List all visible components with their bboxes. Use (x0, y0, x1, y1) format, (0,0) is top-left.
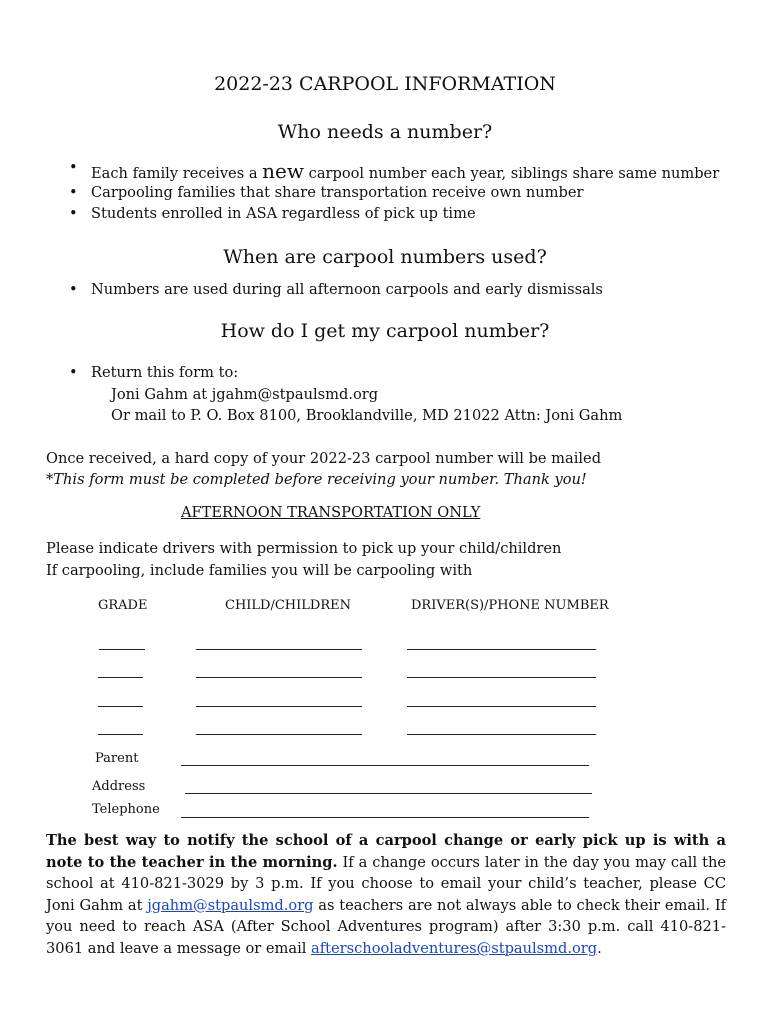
driver-blank-2[interactable] (407, 677, 596, 678)
indicate-drivers: Please indicate drivers with permission to pick up your child/children (46, 540, 562, 557)
notice-text: . (597, 939, 602, 957)
notice-text: If a change occurs later in the day you may call the school at 410-821-3029 by 3 p.m. If you choose to email your child’s teacher, please CC Joni Gahm at (46, 853, 726, 914)
child-blank-1[interactable] (196, 649, 362, 650)
column-header-child: CHILD/CHILDREN (225, 598, 351, 613)
child-blank-3[interactable] (196, 706, 362, 707)
page-title: 2022-23 CARPOOL INFORMATION (214, 73, 556, 95)
bullet-text: carpool number each year, siblings share same number (304, 165, 720, 182)
bullet-new-number (91, 159, 719, 183)
email-link-asa[interactable]: afterschooladventures@stpaulsmd.org (311, 939, 598, 957)
indicate-carpooling: If carpooling, include families you will be carpooling with (46, 562, 473, 579)
parent-label: Parent (95, 751, 139, 766)
notice-bold-text: The best way to notify the school of a carpool change or early pick up is with a note to the teacher in the morning. (46, 832, 726, 871)
column-header-driver: DRIVER(S)/PHONE NUMBER (411, 598, 609, 613)
section-heading-how: How do I get my carpool number? (220, 320, 550, 342)
parent-field[interactable] (181, 765, 589, 766)
address-label: Address (92, 779, 146, 794)
return-mail-line: Or mail to P. O. Box 8100, Brooklandville, MD 21022 Attn: Joni Gahm (111, 407, 623, 424)
bullet-asa-students: • Students enrolled in ASA regardless of pick up time (91, 205, 476, 222)
column-header-grade: GRADE (98, 598, 148, 613)
bullet-return-form: • Return this form to: (91, 364, 238, 381)
section-heading-when: When are carpool numbers used? (223, 246, 547, 268)
driver-blank-1[interactable] (407, 649, 596, 650)
notice-text: as teachers are not always able to check their email. If you need to reach ASA (After School Adventures program) after 3:30 p.m. call 410-821-3061 and leave a message or email (46, 896, 726, 957)
emphasis-new: new (262, 159, 305, 183)
afternoon-heading: AFTERNOON TRANSPORTATION ONLY (181, 504, 481, 521)
child-blank-4[interactable] (196, 734, 362, 735)
bullet-text: Each family receives a (91, 165, 263, 182)
driver-blank-4[interactable] (407, 734, 596, 735)
grade-blank-1[interactable] (99, 649, 145, 650)
child-blank-2[interactable] (196, 677, 362, 678)
telephone-label: Telephone (92, 802, 160, 817)
must-complete-note: *This form must be completed before receiving your number. Thank you! (46, 471, 587, 488)
address-field[interactable] (185, 793, 592, 794)
grade-blank-2[interactable] (98, 677, 143, 678)
grade-blank-3[interactable] (98, 706, 143, 707)
bullet-numbers-used: • Numbers are used during all afternoon carpools and early dismissals (91, 281, 603, 298)
bullet-carpooling-families: • Carpooling families that share transportation receive own number (91, 184, 583, 201)
carpool-change-notice (46, 830, 726, 960)
email-link-jgahm[interactable]: jgahm@stpaulsmd.org (147, 896, 314, 914)
driver-blank-3[interactable] (407, 706, 596, 707)
grade-blank-4[interactable] (98, 734, 143, 735)
return-email-line: Joni Gahm at jgahm@stpaulsmd.org (111, 386, 379, 403)
received-note: Once received, a hard copy of your 2022-23 carpool number will be mailed (46, 450, 602, 467)
section-heading-who: Who needs a number? (277, 121, 493, 143)
telephone-field[interactable] (181, 817, 589, 818)
